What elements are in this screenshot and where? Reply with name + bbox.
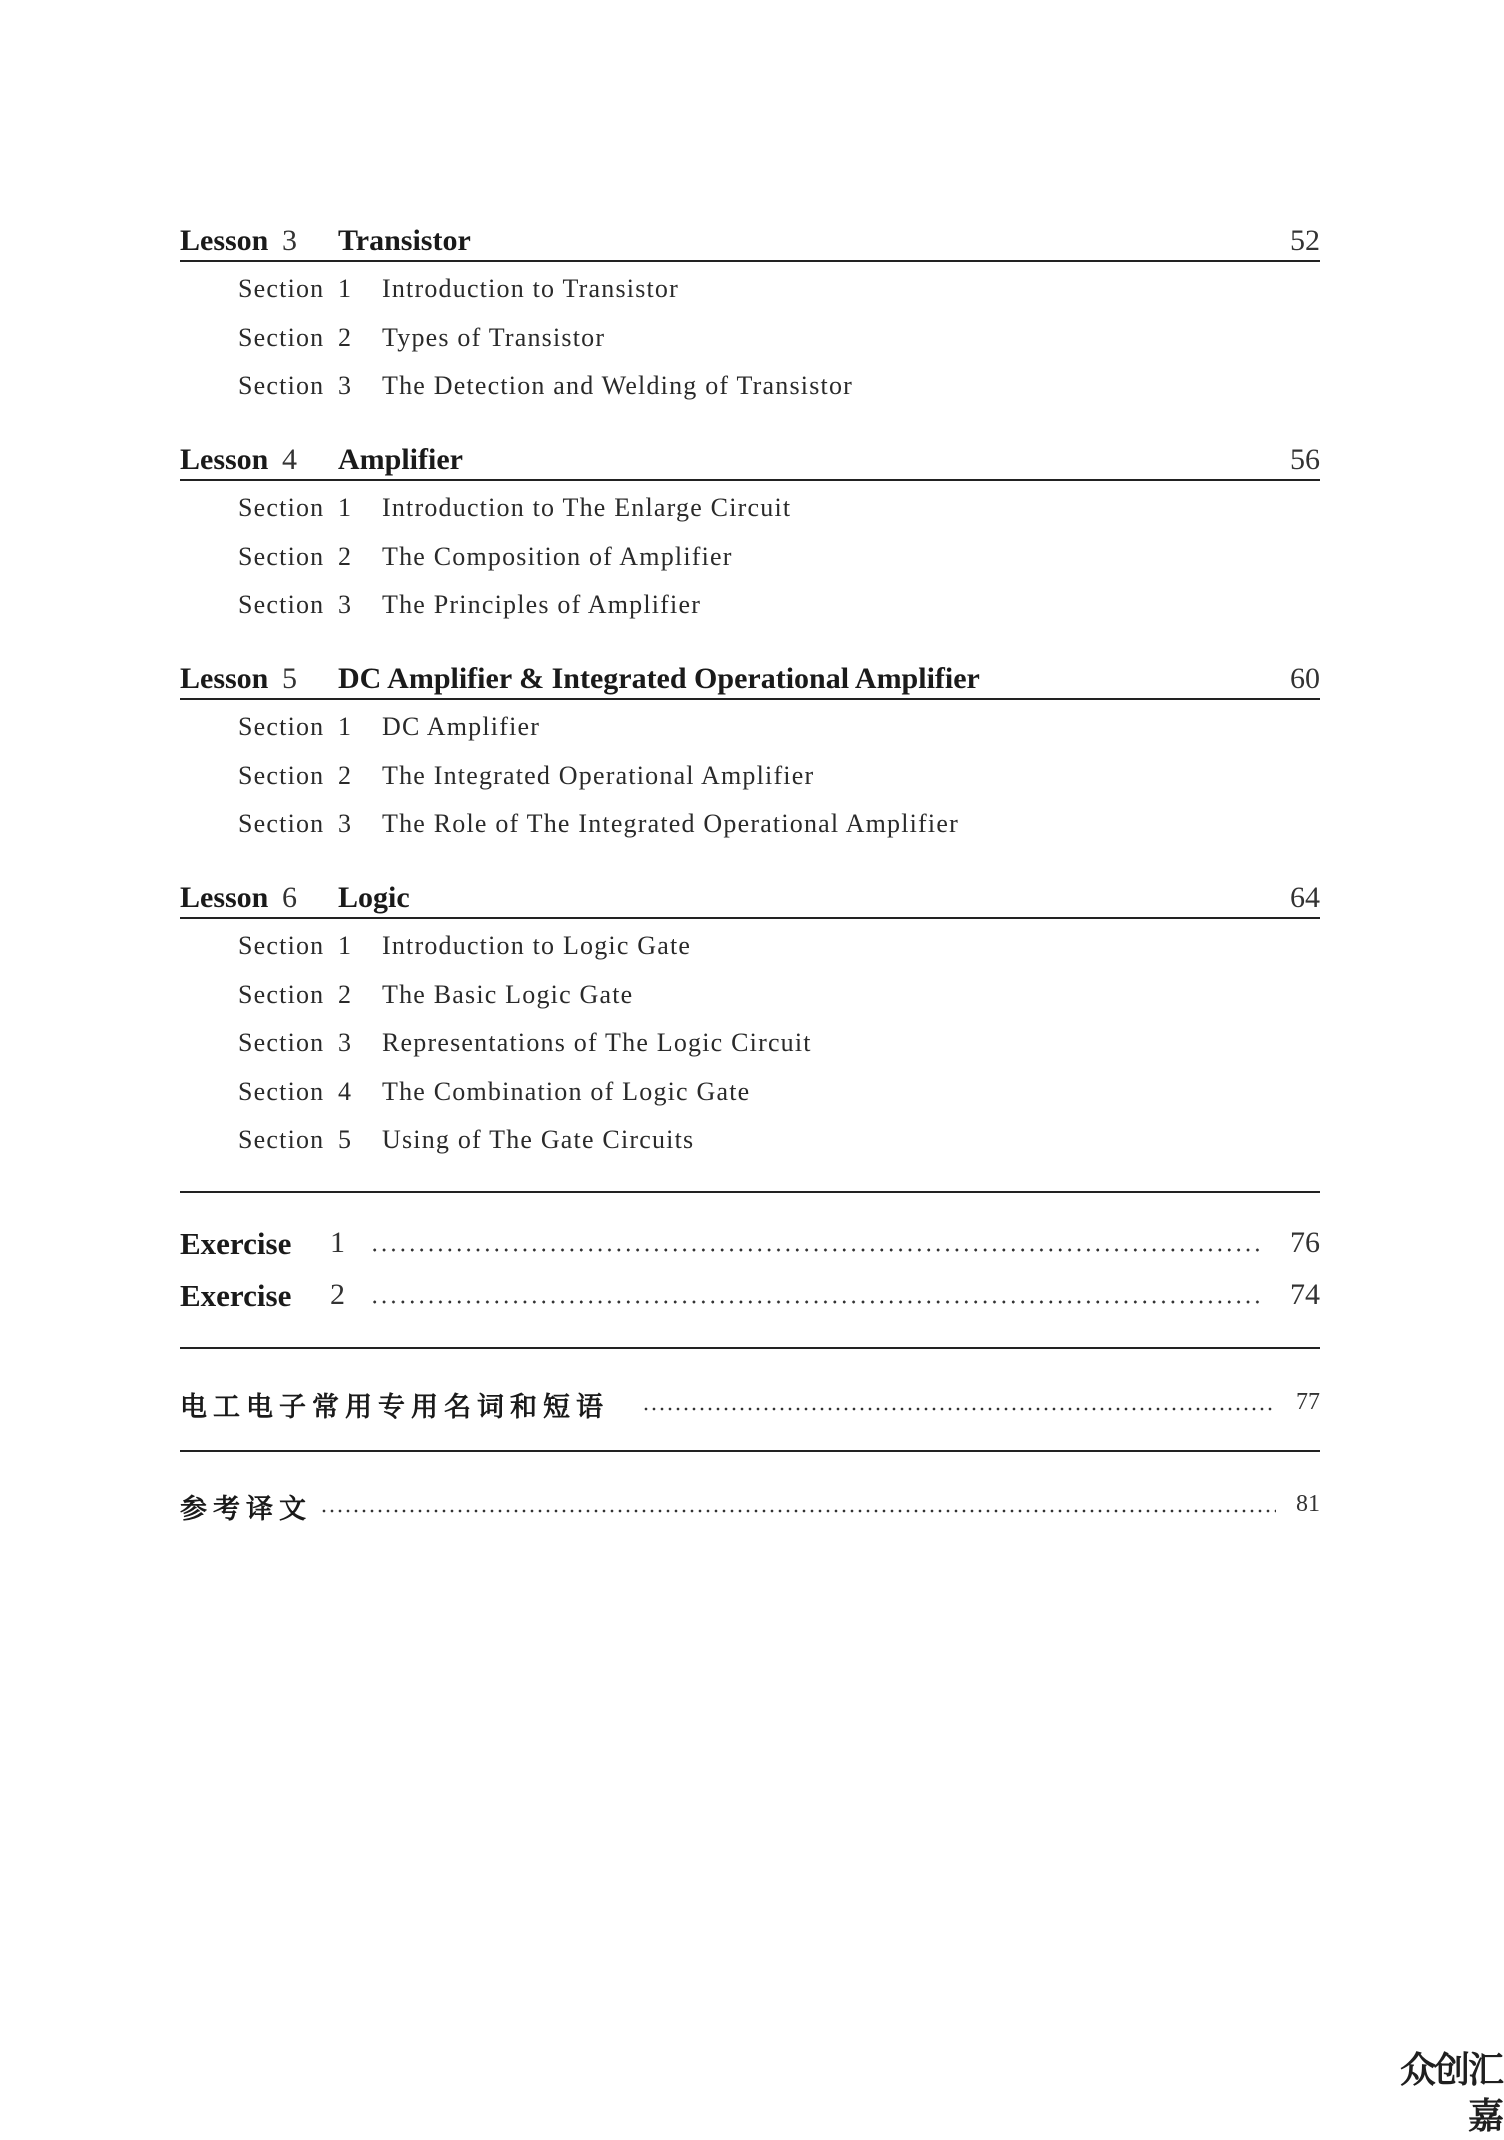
section-title: The Basic Logic Gate [382, 979, 634, 1009]
section-number: 3 [338, 590, 353, 619]
lesson-number: 3 [282, 224, 297, 257]
section-word: Section [238, 931, 325, 960]
lesson-heading[interactable] [180, 877, 1320, 919]
section-number: 1 [338, 931, 353, 960]
lesson-title: DC Amplifier & Integrated Operational Amplifier [338, 662, 980, 695]
section-title: The Role of The Integrated Operational Amplifier [382, 809, 959, 838]
section-list [180, 919, 1320, 1162]
section-word: Section [238, 274, 325, 303]
section-item[interactable] [180, 311, 1320, 360]
glossary-page: 77 [1296, 1389, 1320, 1415]
section-item[interactable] [180, 919, 1320, 968]
section-item[interactable] [180, 578, 1320, 627]
section-item[interactable] [180, 262, 1320, 311]
divider-rule [180, 1347, 1320, 1349]
lesson-4 [180, 439, 1320, 627]
section-word: Section [238, 712, 325, 741]
section-title: Introduction to Transistor [382, 274, 679, 303]
divider-rule [180, 1450, 1320, 1452]
exercise-page: 74 [1290, 1278, 1320, 1311]
section-title: Using of The Gate Circuits [382, 1125, 695, 1154]
section-title: The Integrated Operational Amplifier [382, 760, 815, 790]
exercise-number: 2 [330, 1278, 345, 1311]
section-word: Section [238, 809, 325, 838]
section-item[interactable] [180, 749, 1320, 798]
dot-leader [642, 1407, 1276, 1411]
section-item[interactable] [180, 359, 1320, 408]
section-word: Section [238, 322, 325, 352]
dot-leader [370, 1248, 1264, 1252]
section-title: The Combination of Logic Gate [382, 1076, 751, 1106]
lesson-word: Lesson [180, 881, 269, 914]
lesson-3 [180, 220, 1320, 408]
section-word: Section [238, 541, 325, 571]
section-word: Section [238, 590, 325, 619]
lesson-6 [180, 877, 1320, 1162]
section-item[interactable] [180, 481, 1320, 530]
lesson-title: Transistor [338, 224, 471, 257]
exercise-number: 1 [330, 1226, 345, 1259]
section-title: The Composition of Amplifier [382, 541, 733, 571]
glossary-entry[interactable] [180, 1381, 1320, 1425]
section-number: 3 [338, 371, 353, 400]
section-word: Section [238, 1125, 325, 1154]
lesson-number: 5 [282, 662, 297, 695]
section-item[interactable] [180, 1016, 1320, 1065]
section-word: Section [238, 760, 325, 790]
lesson-word: Lesson [180, 662, 269, 695]
section-list [180, 481, 1320, 627]
lesson-word: Lesson [180, 224, 269, 257]
exercise-entry[interactable] [180, 1222, 1320, 1266]
section-number: 2 [338, 979, 353, 1009]
section-number: 3 [338, 1028, 353, 1057]
section-number: 2 [338, 760, 353, 790]
lesson-page: 64 [1290, 881, 1320, 914]
section-number: 5 [338, 1125, 353, 1154]
section-word: Section [238, 493, 325, 522]
section-word: Section [238, 1076, 325, 1106]
section-title: Introduction to Logic Gate [382, 931, 692, 960]
section-word: Section [238, 371, 325, 400]
section-number: 1 [338, 493, 353, 522]
exercise-entry[interactable] [180, 1274, 1320, 1318]
section-number: 3 [338, 809, 353, 838]
section-number: 4 [338, 1076, 353, 1106]
lesson-heading[interactable] [180, 439, 1320, 481]
glossary-title: 电工电子常用专用名词和短语 [180, 1392, 609, 1423]
section-title: Representations of The Logic Circuit [382, 1028, 812, 1057]
section-list [180, 262, 1320, 408]
lesson-heading[interactable] [180, 220, 1320, 262]
lesson-page: 56 [1290, 443, 1320, 476]
section-title: DC Amplifier [382, 712, 541, 741]
exercise-word: Exercise [180, 1226, 292, 1261]
section-word: Section [238, 979, 325, 1009]
lesson-page: 60 [1290, 662, 1320, 695]
translation-entry[interactable] [180, 1483, 1320, 1527]
lesson-heading[interactable] [180, 658, 1320, 700]
lesson-page: 52 [1290, 224, 1320, 257]
section-item[interactable] [180, 968, 1320, 1017]
lesson-word: Lesson [180, 443, 269, 476]
section-item[interactable] [180, 530, 1320, 579]
lesson-title: Amplifier [338, 443, 463, 476]
dot-leader [370, 1300, 1264, 1304]
divider-rule [180, 1191, 1320, 1193]
lesson-number: 4 [282, 443, 297, 476]
section-number: 2 [338, 322, 353, 352]
section-number: 1 [338, 274, 353, 303]
section-number: 2 [338, 541, 353, 571]
section-item[interactable] [180, 797, 1320, 846]
lesson-5 [180, 658, 1320, 846]
exercise-page: 76 [1290, 1226, 1320, 1259]
section-number: 1 [338, 712, 353, 741]
section-word: Section [238, 1028, 325, 1057]
translation-page: 81 [1296, 1491, 1320, 1517]
lesson-number: 6 [282, 881, 297, 914]
section-title: Types of Transistor [382, 322, 606, 352]
translation-title: 参考译文 [180, 1494, 312, 1525]
section-title: The Principles of Amplifier [382, 590, 702, 619]
section-item[interactable] [180, 700, 1320, 749]
section-title: The Detection and Welding of Transistor [382, 371, 854, 400]
section-title: Introduction to The Enlarge Circuit [382, 493, 792, 522]
section-item[interactable] [180, 1113, 1320, 1162]
watermark-logo: 众创汇嘉 [1399, 2050, 1502, 2137]
dot-leader [320, 1509, 1276, 1513]
exercise-word: Exercise [180, 1278, 292, 1313]
section-item[interactable] [180, 1065, 1320, 1114]
lesson-title: Logic [338, 881, 410, 914]
section-list [180, 700, 1320, 846]
